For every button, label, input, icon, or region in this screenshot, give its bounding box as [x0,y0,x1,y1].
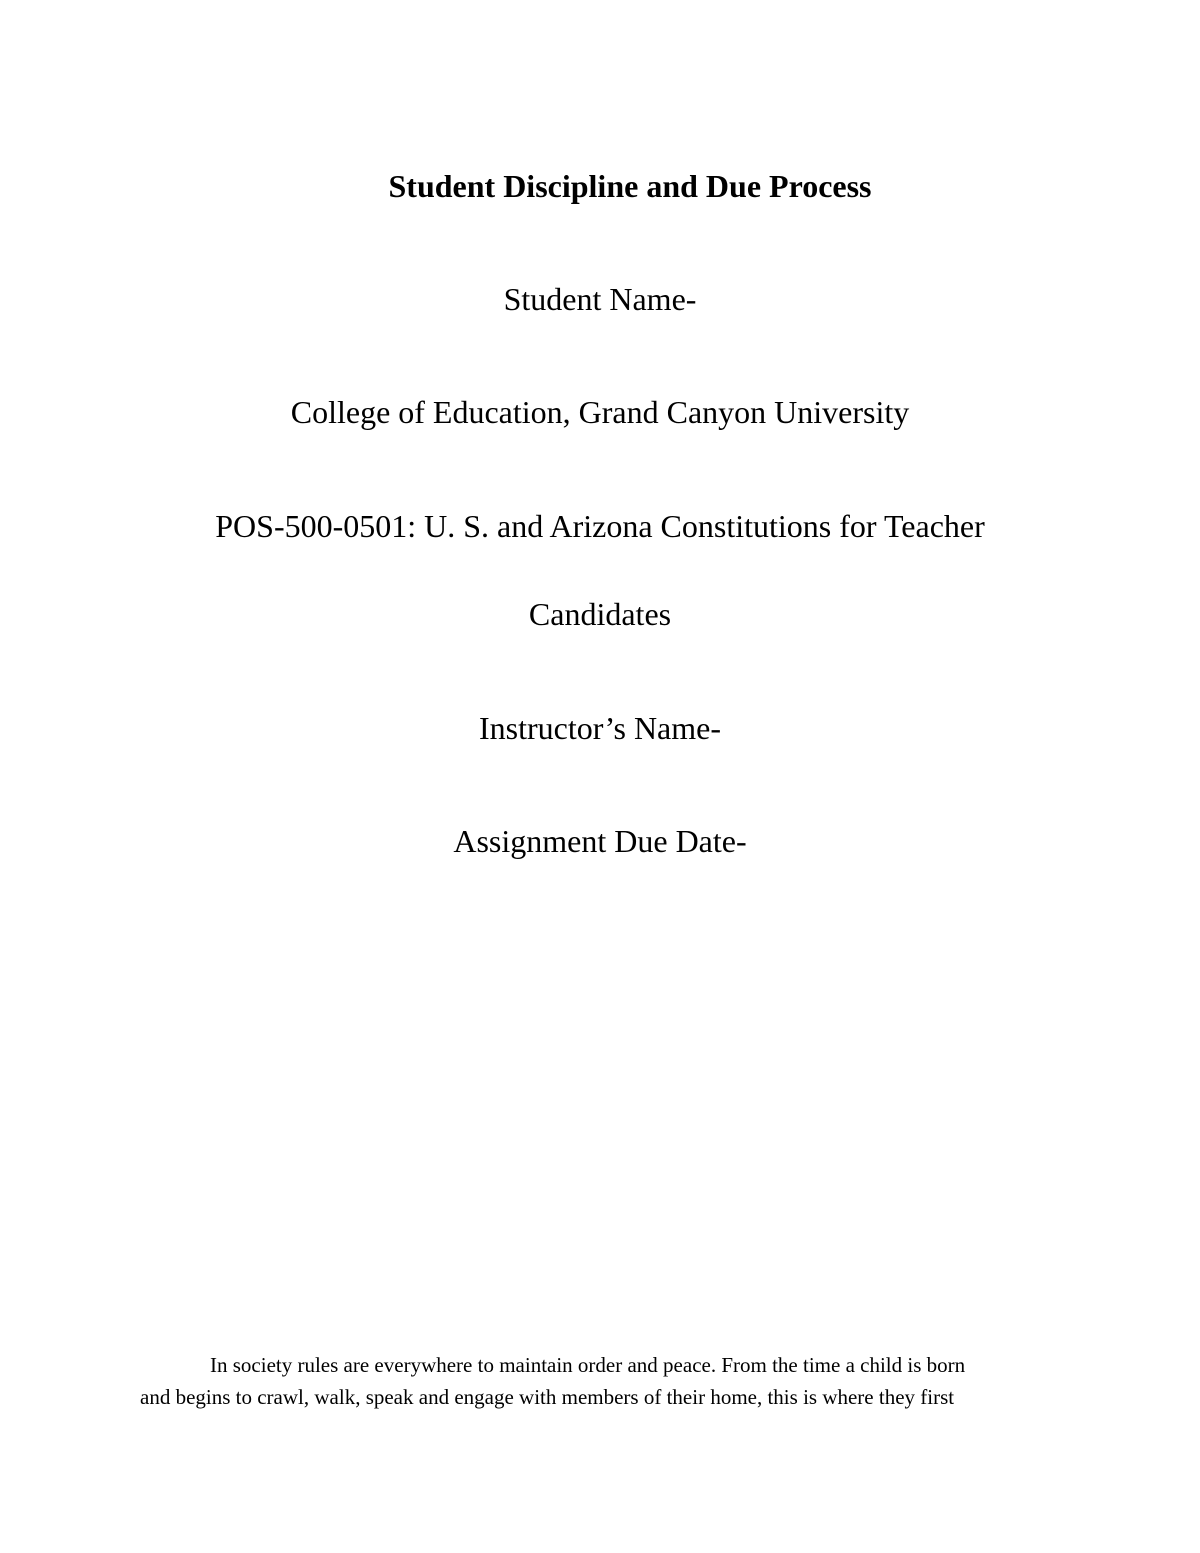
college-line: College of Education, Grand Canyon University [290,394,910,430]
instructor-name-line: Instructor’s Name- [479,710,721,746]
due-date-line: Assignment Due Date- [453,823,747,859]
body-line-2: and begins to crawl, walk, speak and engage with members of their home, this is where they first [140,1385,955,1409]
body-paragraph [140,1349,1065,1413]
body-line-1: In society rules are everywhere to maintain order and peace. From the time a child is born [210,1353,966,1377]
student-name-line: Student Name- [503,281,697,317]
course-line-1: POS-500-0501: U. S. and Arizona Constitutions for Teacher [215,508,985,544]
course-line-2: Candidates [528,596,672,632]
document-title: Student Discipline and Due Process [388,168,872,204]
